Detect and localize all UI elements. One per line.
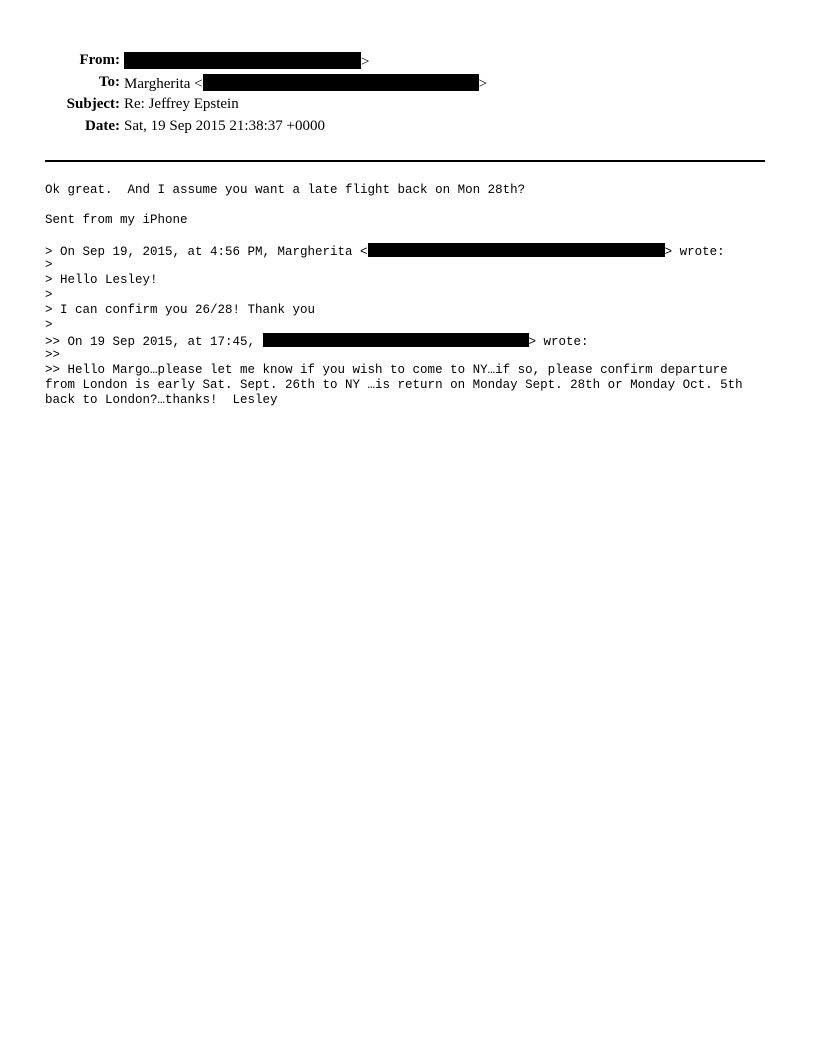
email-body: [45, 183, 780, 408]
nested-quote-line: >>: [45, 348, 61, 362]
subject-value: Re: Jeffrey Epstein: [124, 96, 239, 112]
to-row: [0, 74, 816, 96]
redaction-block: [263, 333, 529, 347]
from-value: [124, 52, 369, 71]
date-value: Sat, 19 Sep 2015 21:38:37 +0000: [124, 118, 325, 134]
to-value: [124, 74, 487, 93]
header-divider: [45, 160, 765, 162]
nested-quote-header: [45, 333, 780, 348]
redaction-block: [368, 243, 665, 257]
from-row: [0, 52, 816, 74]
quote-header-text: > On Sep 19, 2015, at 4:56 PM, Margherita <: [45, 245, 368, 259]
from-suffix: >: [361, 54, 370, 70]
quote-line: >: [45, 288, 53, 302]
nested-quote-line: from London is early Sat. Sept. 26th to NY …is return on Monday Sept. 28th or Monday Oct. 5th: [45, 378, 743, 392]
quote-line: >: [45, 318, 53, 332]
nested-quote-header-suffix: > wrote:: [528, 335, 589, 349]
nested-quote-header-text: >> On 19 Sep 2015, at 17:45,: [45, 335, 263, 349]
to-label: To:: [98, 74, 120, 90]
date-label: Date:: [85, 118, 120, 134]
from-label: From:: [79, 52, 120, 68]
nested-quote-line: back to London?…thanks! Lesley: [45, 393, 278, 407]
email-header: [0, 52, 816, 140]
body-line: Ok great. And I assume you want a late flight back on Mon 28th?: [45, 183, 526, 197]
to-name: Margherita <: [124, 76, 203, 92]
quote-header: [45, 243, 780, 258]
quote-line: > Hello Lesley!: [45, 273, 158, 287]
signature-line: Sent from my iPhone: [45, 213, 188, 227]
to-suffix: >: [478, 76, 488, 92]
redaction-block: [203, 74, 479, 91]
quote-line: >: [45, 258, 53, 272]
nested-quote-line: >> Hello Margo…please let me know if you wish to come to NY…if so, please confirm departure: [45, 363, 728, 377]
quote-header-suffix: > wrote:: [664, 245, 725, 259]
redaction-block: [124, 52, 361, 69]
subject-row: [0, 96, 816, 118]
subject-label: Subject:: [66, 96, 120, 112]
blank-line: [45, 198, 780, 213]
date-row: [0, 118, 816, 140]
blank-line: [45, 228, 780, 243]
quote-line: > I can confirm you 26/28! Thank you: [45, 303, 316, 317]
